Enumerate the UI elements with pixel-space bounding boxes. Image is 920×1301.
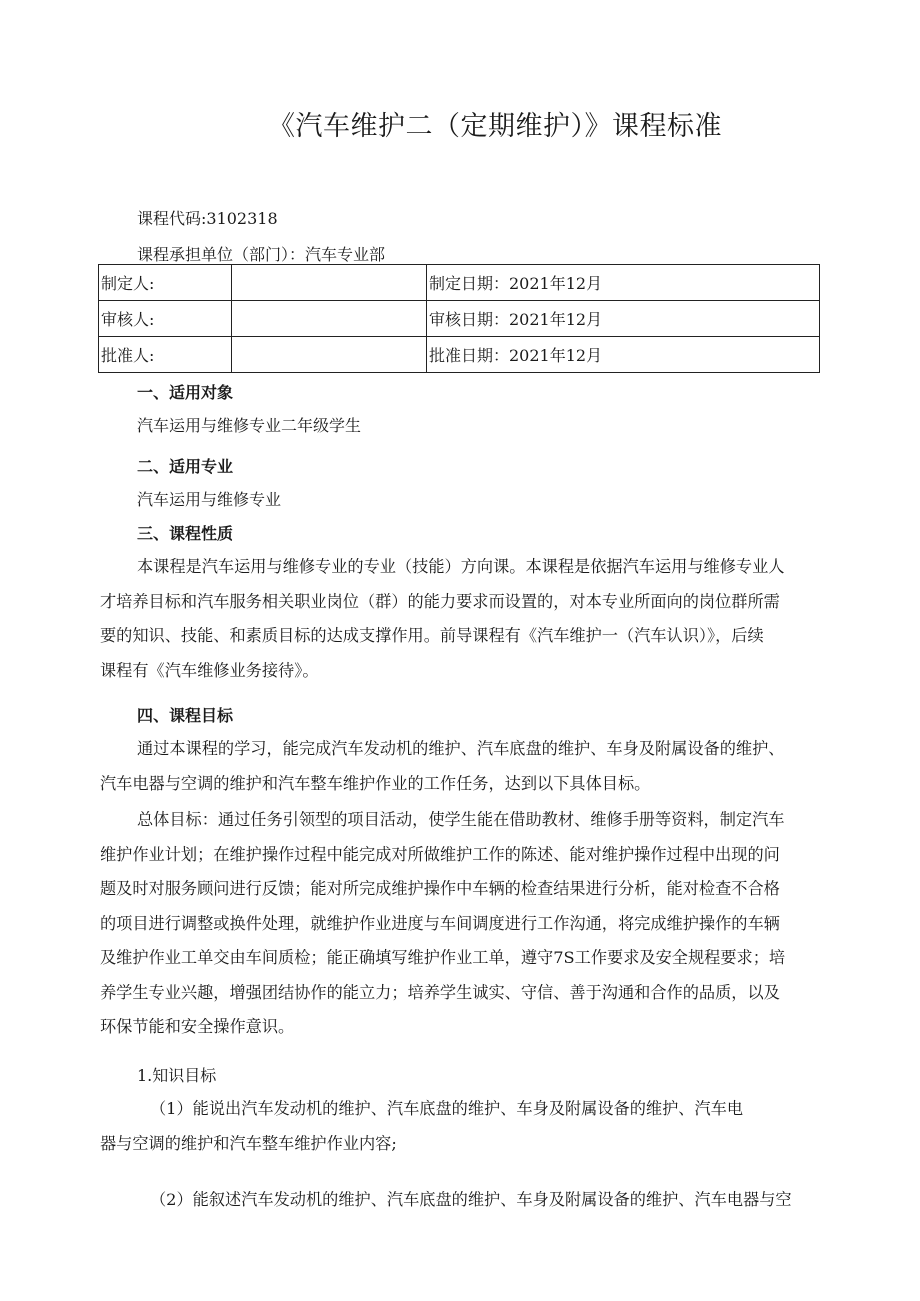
signoff-date: 批准日期：2021年12月 xyxy=(427,337,820,373)
signoff-person xyxy=(232,265,427,301)
section-1-text: 汽车运用与维修专业二年级学生 xyxy=(137,416,362,435)
section-4-heading: 四、课程目标 xyxy=(137,706,234,725)
knowledge-goal-2 xyxy=(100,1183,822,1218)
paragraph-line: 本课程是汽车运用与维修专业的专业（技能）方向课。本课程是依据汽车运用与维修专业人 xyxy=(137,557,785,576)
section-2-text: 汽车运用与维修专业 xyxy=(137,490,282,509)
course-code: 课程代码:3102318 xyxy=(137,209,278,228)
paragraph-line: 汽车电器与空调的维护和汽车整车维护作业的工作任务，达到以下具体目标。 xyxy=(100,773,651,793)
table-row xyxy=(99,301,820,337)
section-4-overall-goal xyxy=(100,803,822,1045)
paragraph-line: 总体目标：通过任务引领型的项目活动，使学生能在借助教材、维修手册等资料，制定汽车 xyxy=(137,810,785,829)
paragraph-line: 题及时对服务顾问进行反馈；能对所完成维护操作中车辆的检查结果进行分析，能对检查不合格 xyxy=(100,879,780,898)
table-row xyxy=(99,265,820,301)
signoff-date: 审核日期：2021年12月 xyxy=(427,301,820,337)
paragraph-line: 环保节能和安全操作意识。 xyxy=(100,1017,295,1036)
signoff-label: 批准人: xyxy=(99,337,232,373)
paragraph-line: 维护作业计划；在维护操作过程中能完成对所做维护工作的陈述、能对维护操作过程中出现的问 xyxy=(100,844,780,864)
section-3-paragraph xyxy=(100,550,822,688)
section-1-heading: 一、适用对象 xyxy=(137,383,234,402)
signoff-date: 制定日期：2021年12月 xyxy=(427,265,820,301)
section-3-heading: 三、课程性质 xyxy=(137,524,234,543)
signoff-table xyxy=(98,264,820,373)
table-row xyxy=(99,337,820,373)
paragraph-line: 要的知识、技能、和素质目标的达成支撑作用。前导课程有《汽车维护一（汽车认识）》，后续 xyxy=(100,626,764,645)
paragraph-line: 才培养目标和汽车服务相关职业岗位（群）的能力要求而设置的，对本专业所面向的岗位群所需 xyxy=(100,591,780,611)
paragraph-line: 课程有《汽车维修业务接待》。 xyxy=(100,660,319,680)
paragraph-line: 器与空调的维护和汽车整车维护作业内容; xyxy=(100,1133,397,1153)
signoff-person xyxy=(232,337,427,373)
section-4-intro xyxy=(100,732,822,801)
course-department: 课程承担单位（部门）：汽车专业部 xyxy=(137,245,386,264)
signoff-label: 审核人: xyxy=(99,301,232,337)
knowledge-goal-heading: 1.知识目标 xyxy=(137,1066,217,1085)
section-2-heading: 二、适用专业 xyxy=(137,457,234,476)
paragraph-line: 及维护作业工单交由车间质检；能正确填写维护作业工单，遵守7S工作要求及安全规程要求；培 xyxy=(100,948,786,967)
page-title: 《汽车维护二（定期维护）》课程标准 xyxy=(268,111,722,142)
paragraph-line: （1）能说出汽车发动机的维护、汽车底盘的维护、车身及附属设备的维护、汽车电 xyxy=(150,1099,744,1118)
paragraph-line: 的项目进行调整或换件处理，就维护作业进度与车间调度进行工作沟通，将完成维护操作的车辆 xyxy=(100,913,780,933)
paragraph-line: 通过本课程的学习，能完成汽车发动机的维护、汽车底盘的维护、车身及附属设备的维护、 xyxy=(137,739,785,758)
knowledge-goal-1 xyxy=(100,1092,822,1161)
paragraph-line: 养学生专业兴趣，增强团结协作的能立力；培养学生诚实、守信、善于沟通和合作的品质，以及 xyxy=(100,982,780,1002)
signoff-person xyxy=(232,301,427,337)
signoff-label: 制定人: xyxy=(99,265,232,301)
paragraph-line: （2）能叙述汽车发动机的维护、汽车底盘的维护、车身及附属设备的维护、汽车电器与空 xyxy=(150,1190,792,1209)
